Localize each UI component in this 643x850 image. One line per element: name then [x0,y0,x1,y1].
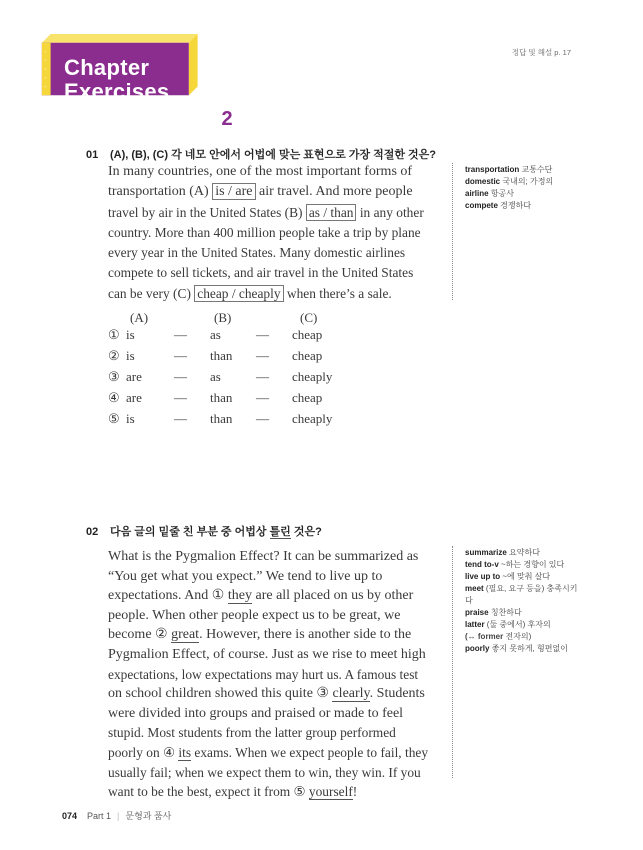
question-2-instruction: 다음 글의 밑줄 친 부분 중 어법상 틀린 것은? [110,526,322,538]
question-1-instruction: (A), (B), (C) 각 네모 안에서 어법에 맞는 표현으로 가장 적절한 것은? [110,149,437,161]
choice-box-a: is / are [212,183,255,200]
glossary-entry: praise 칭찬하다 [465,608,522,617]
question-1-passage: In many countries, one of the most important forms of transportation (A) is / are air travel. And more people travel by air in the United States (B) as / than in any other country. More than 400 million people take a trip by plane every year in the United States. Many domestic airlines compete to sell tickets, and air travel in the United States can be very (C) cheap / cheaply when there’s a sale. [108,164,424,301]
part-label: Part 1 [87,811,112,821]
chapter-badge [36,34,233,130]
question-2-number: 02 [86,526,99,538]
glossary-divider [452,546,453,778]
question-1-number: 01 [86,149,99,161]
glossary-entry: transportation 교통수단 [465,165,553,174]
underlined-3: clearly [332,686,370,702]
glossary-entry: summarize 요약하다 [465,548,540,557]
chapter-name: 문형과 품사 [125,811,172,821]
glossary-entry: domestic 국내의; 가정의 [465,177,554,186]
answer-reference: 정답 및 해설 p. 17 [511,48,571,57]
glossary-entry: latter (둘 중에서) 후자의 [465,620,551,629]
underlined-5: yourself [308,784,353,800]
glossary-entry: airline 항공사 [465,189,514,198]
glossary-entry: meet (필요, 요구 등을) 충족시키다 [465,584,578,605]
page-footer: 074 Part 1 | 문형과 품사 [62,811,172,821]
glossary-entry: poorly 좋지 못하게, 형편없이 [465,644,568,653]
underlined-1: they [227,588,252,604]
chapter-title: Chapter Exercises [64,55,170,104]
chapter-number: 2 [212,104,242,134]
underlined-2: great [171,627,200,643]
glossary-entry: live up to ~에 맞춰 살다 [465,572,551,581]
underlined-4: its [178,744,192,760]
page-number: 074 [62,811,78,821]
question-1-glossary [465,164,575,212]
question-2-passage: What is the Pygmalion Effect? It can be summarized as “You get what you expect.” We tend to live up to expectations. And ① they are all placed on us by other people. When other people expect us to be great, we become ② great. However, there is another side to the Pygmalion Effect, of course. Just as we rise to meet high expectations, low expectations may hurt us. A famous test on school children showed this quite ③ clearly. Students were divided into groups and praised or made to feel stupid. Most students from the latter group performed poorly on ④ its exams. When we expect people to fail, they usually fail; when we expect them to win, they win. If you want to be the best, expect it from ⑤ yourself! [108,549,429,800]
glossary-entry: (↔ former 전자의) [465,632,532,641]
choice-box-c: cheap / cheaply [194,285,283,302]
question-2-glossary [465,547,581,655]
question-2-heading [86,523,322,539]
glossary-entry: tend to-v ~하는 경향이 있다 [465,560,565,569]
glossary-entry: compete 경쟁하다 [465,201,532,210]
question-1-heading [86,146,436,162]
choice-box-b: as / than [306,204,357,221]
glossary-divider [452,163,453,300]
